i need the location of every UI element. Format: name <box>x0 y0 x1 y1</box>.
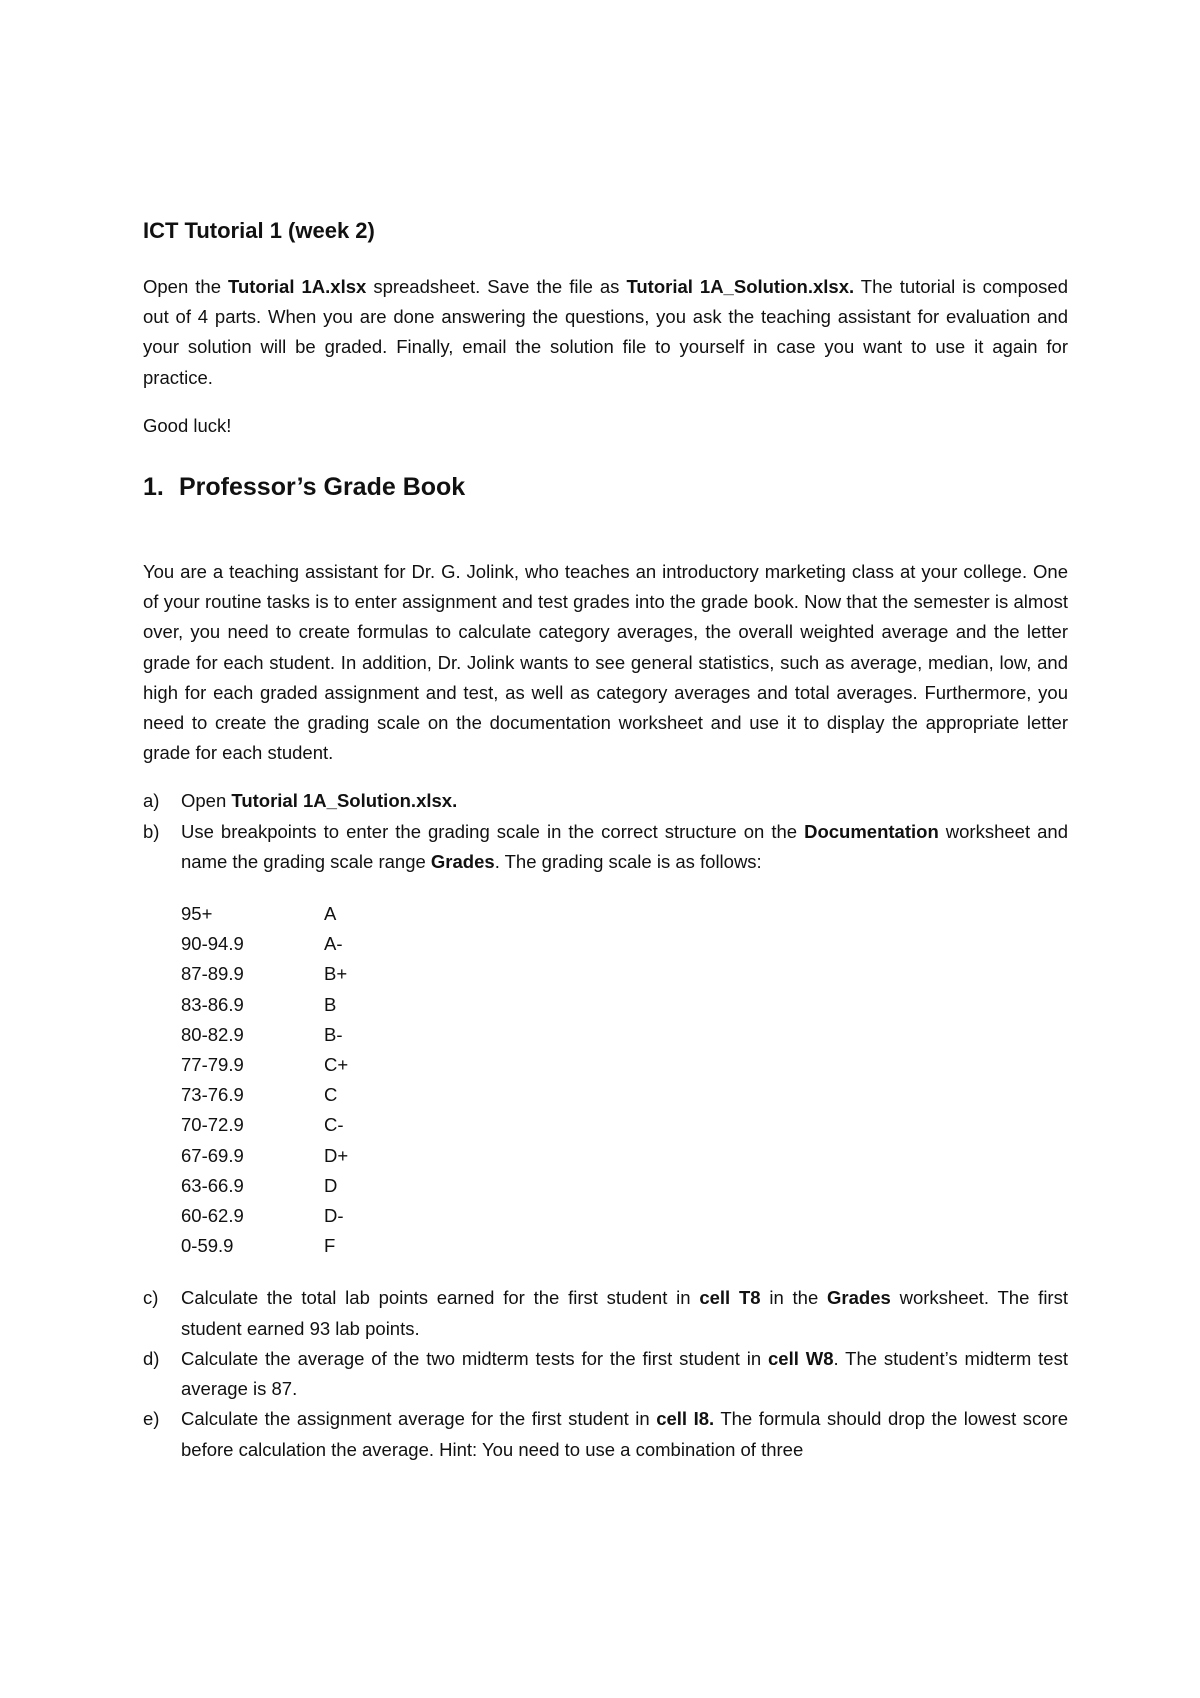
letter-grade: D- <box>324 1205 344 1227</box>
letter-grade: A <box>324 903 337 925</box>
instruction-list <box>143 1283 1068 1464</box>
score-range: 60-62.9 <box>181 1205 244 1227</box>
grading-scale-row <box>181 1141 1068 1171</box>
section-heading <box>143 471 1068 503</box>
letter-grade: F <box>324 1235 336 1257</box>
score-range: 80-82.9 <box>181 1023 244 1045</box>
grading-scale-row <box>181 1110 1068 1140</box>
score-range: 0-59.9 <box>181 1235 234 1257</box>
step-b-text: Use breakpoints to enter the grading scale in the correct structure on the Documentation worksheet and name the grading scale range Grades. The grading scale is as follows: <box>181 820 1068 872</box>
score-range: 63-66.9 <box>181 1174 244 1196</box>
section-title: Professor’s Grade Book <box>179 473 466 502</box>
document-content <box>143 216 1068 1465</box>
score-range: 73-76.9 <box>181 1084 244 1106</box>
section-description: You are a teaching assistant for Dr. G. Jolink, who teaches an introductory marketing class at your college. One of your routine tasks is to enter assignment and test grades into the grade book. Now that the semester is almost over, you need to create formulas to calculate category averages, the overall weighted average and the letter grade for each student. In addition, Dr. Jolink wants to see general statistics, such as average, median, low, and high for each graded assignment and test, as well as category averages and total averages. Furthermore, you need to create the grading scale on the documentation worksheet and use it to display the appropriate letter grade for each student. <box>143 561 1068 764</box>
good-luck-text: Good luck! <box>143 414 232 436</box>
letter-grade: B+ <box>324 963 348 985</box>
grading-scale-row <box>181 990 1068 1020</box>
section-number: 1. <box>143 473 164 502</box>
score-range: 90-94.9 <box>181 933 244 955</box>
list-marker: d) <box>143 1347 160 1369</box>
grading-scale-row <box>181 929 1068 959</box>
instruction-list <box>143 786 1068 877</box>
grading-scale-row <box>181 1050 1068 1080</box>
grading-scale-row <box>181 1201 1068 1231</box>
list-marker: e) <box>143 1408 160 1430</box>
step-c-text: Calculate the total lab points earned for the first student in cell T8 in the Grades worksheet. The first student earned 93 lab points. <box>181 1287 1068 1339</box>
score-range: 87-89.9 <box>181 963 244 985</box>
list-item <box>143 817 1068 877</box>
grading-scale-row <box>181 1080 1068 1110</box>
score-range: 77-79.9 <box>181 1054 244 1076</box>
list-item <box>143 1283 1068 1343</box>
letter-grade: C- <box>324 1114 344 1136</box>
letter-grade: B- <box>324 1023 343 1045</box>
letter-grade: D <box>324 1174 338 1196</box>
letter-grade: A- <box>324 933 343 955</box>
grading-scale-row <box>181 1231 1068 1261</box>
letter-grade: C <box>324 1084 338 1106</box>
document-title: ICT Tutorial 1 (week 2) <box>143 218 375 243</box>
score-range: 67-69.9 <box>181 1144 244 1166</box>
list-item <box>143 1344 1068 1404</box>
solution-file-name: Tutorial 1A_Solution.xlsx. <box>626 276 855 297</box>
grading-scale-row <box>181 1020 1068 1050</box>
source-file-name: Tutorial 1A.xlsx <box>228 276 367 297</box>
score-range: 95+ <box>181 903 213 925</box>
list-item <box>143 1404 1068 1464</box>
grading-scale-table <box>181 899 1068 1261</box>
list-marker: b) <box>143 820 160 842</box>
score-range: 83-86.9 <box>181 993 244 1015</box>
letter-grade: D+ <box>324 1144 349 1166</box>
list-marker: c) <box>143 1287 159 1309</box>
grading-scale-row <box>181 899 1068 929</box>
list-item <box>143 786 1068 816</box>
grading-scale-row <box>181 959 1068 989</box>
step-e-text: Calculate the assignment average for the first student in cell I8. The formula should drop the lowest score before calculation the average. Hint: You need to use a combination of three <box>181 1408 1068 1460</box>
list-marker: a) <box>143 790 160 812</box>
intro-paragraph: Open the Tutorial 1A.xlsx spreadsheet. Save the file as Tutorial 1A_Solution.xlsx. The tutorial is composed out of 4 parts. When you are done answering the questions, you ask the teaching assistant for evaluation and your solution will be graded. Finally, email the solution file to yourself in case you want to use it again for practice. <box>143 276 1068 388</box>
score-range: 70-72.9 <box>181 1114 244 1136</box>
letter-grade: C+ <box>324 1054 349 1076</box>
step-d-text: Calculate the average of the two midterm tests for the first student in cell W8. The student’s midterm test average is 87. <box>181 1347 1068 1400</box>
letter-grade: B <box>324 993 337 1015</box>
step-a-text: Open Tutorial 1A_Solution.xlsx. <box>181 790 458 812</box>
grading-scale-row <box>181 1171 1068 1201</box>
